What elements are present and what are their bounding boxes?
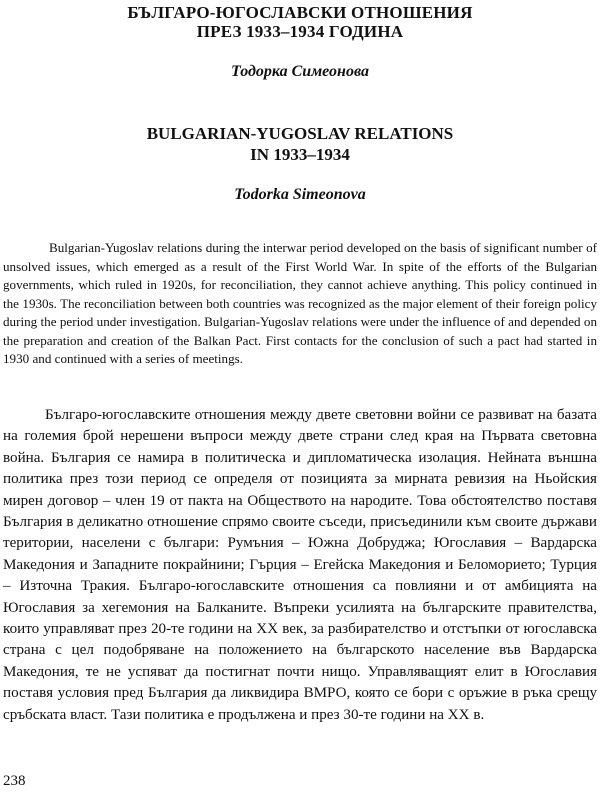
title-bulgarian-line-2: ПРЕЗ 1933–1934 ГОДИНА [196, 22, 404, 41]
body-paragraph: Българо-югославските отношения между двете световни войни се развиват на базата на големия брой нерешени въпроси между двете страни след края на Първата световна война. България се намира в политическа и дипломатическа изолация. Нейната външна политика през този период се определя от позицията за мирната ревизия на Ньойския мирен договор – член 19 от пакта на Обществото на народите. Това обстоятелство поставя България в деликатно отношение спрямо своите съседи, присъединили към своите държави територии, населени с българи: Румъния – Южна Добруджа; Югославия – Вардарска Македония и Западните покрайнини; Гърция – Егейска Македония и Беломорието; Турция – Източна Тракия. Българо-югославските отношения са повлияни и от амбицията на Югославия за хегемония на Балканите. Въпреки усилията на българските правителства, които управляват през 20-те години на ХХ век, за разбирателство и отстъпки от югославска страна с цел подобряване на положението на българското население във Вардарска Македония, те не успяват да постигнат почти нищо. Управляващият елит в Югославия поставя условия пред България да ликвидира ВМРО, която се бори с оръжие в ръка срещу сръбската власт. Тази политика е продължена и през 30-те години на ХХ в. [3, 407, 597, 723]
title-english-line-2: IN 1933–1934 [250, 145, 350, 164]
title-bulgarian [0, 3, 600, 41]
page-number: 238 [3, 773, 26, 789]
title-english [0, 123, 600, 165]
title-bulgarian-line-1: БЪЛГАРО-ЮГОСЛАВСКИ ОТНОШЕНИЯ [127, 3, 473, 22]
abstract-paragraph: Bulgarian-Yugoslav relations during the interwar period developed on the basis of significant number of unsolved issues, which emerged as a result of the First World War. In spite of the efforts of the Bulgarian governments, which ruled in 1920s, for reconciliation, they cannot achieve anything. This policy continued in the 1930s. The reconciliation between both countries was recognized as the major element of their foreign policy during the period under investigation. Bulgarian-Yugoslav relations were under the influence of and depended on the preparation and creation of the Balkan Pact. First contacts for the conclusion of such a pact had started in 1930 and continued with a series of meetings. [3, 240, 597, 366]
author-english: Todorka Simeonova [234, 186, 366, 203]
author-bulgarian: Тодорка Симеонова [231, 63, 369, 80]
title-english-line-1: BULGARIAN-YUGOSLAV RELATIONS [146, 124, 454, 143]
